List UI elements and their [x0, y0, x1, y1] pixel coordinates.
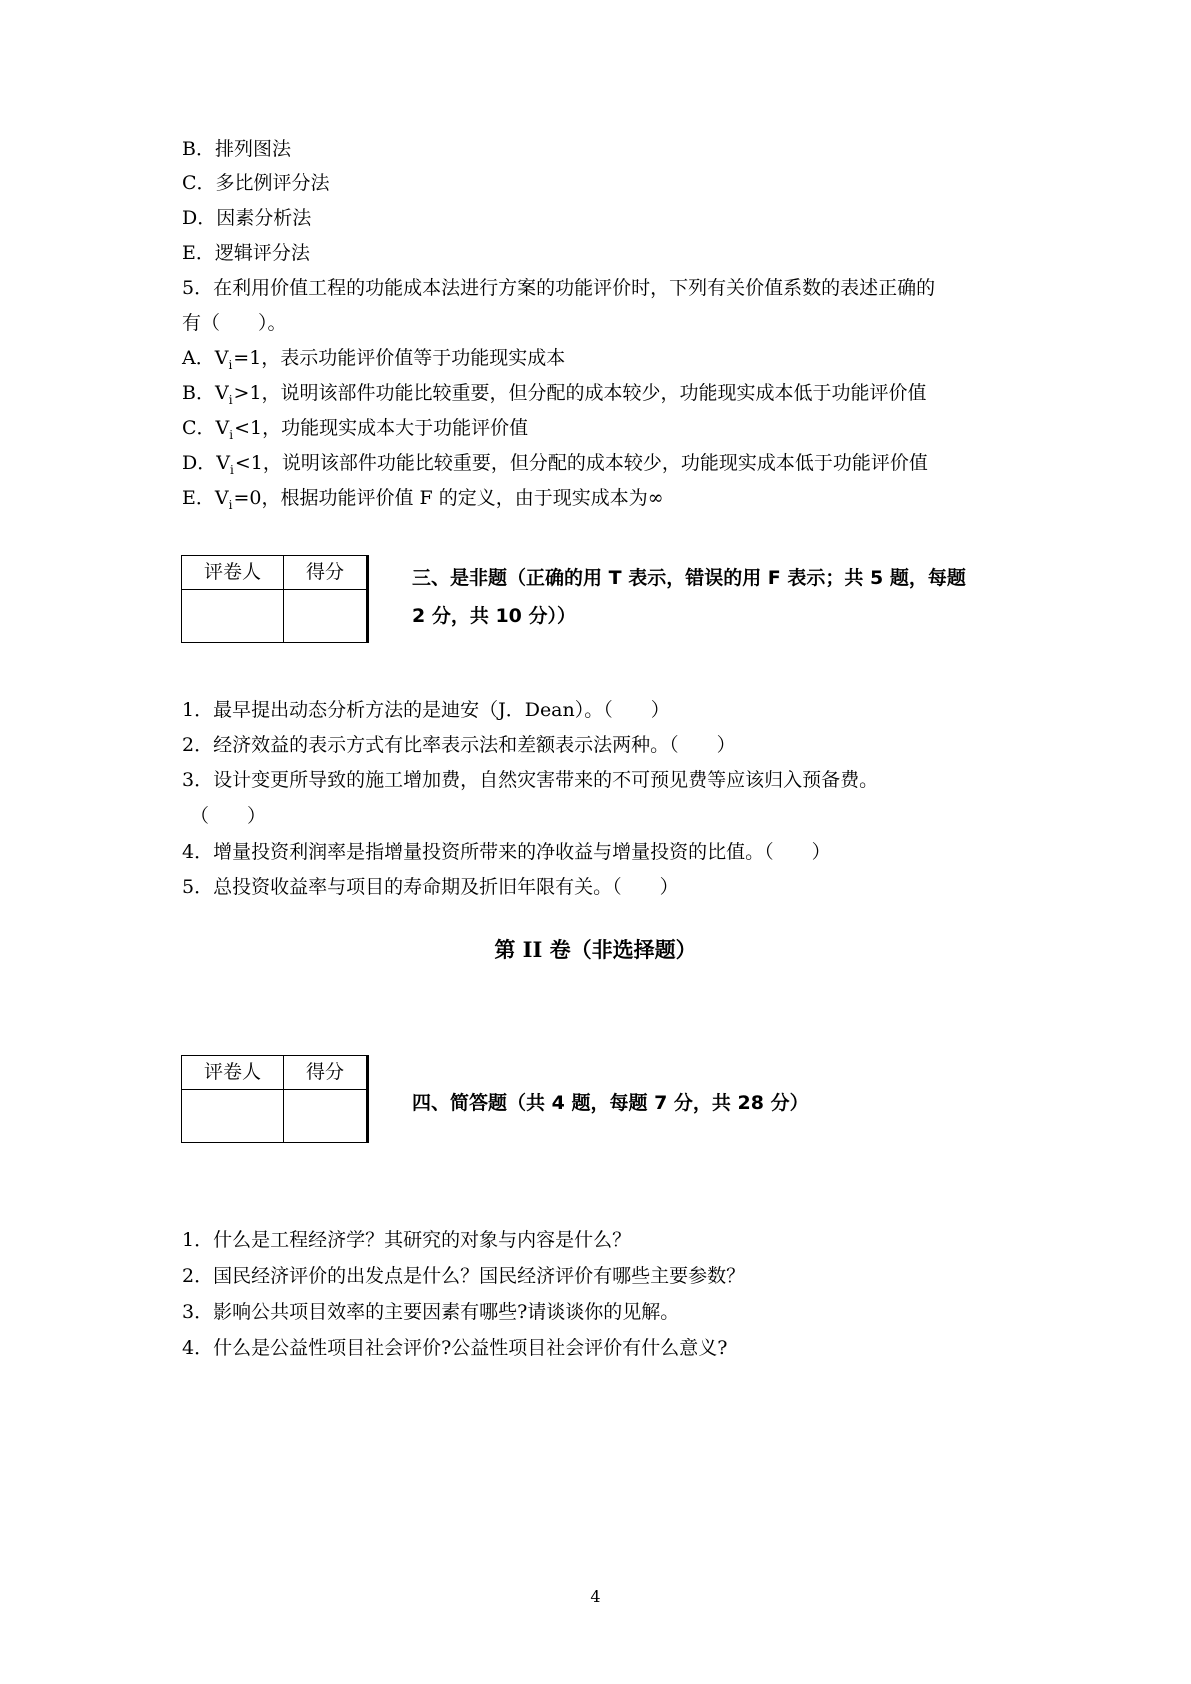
grader-field[interactable]	[182, 590, 284, 643]
section3-item-5: 5．总投资收益率与项目的寿命期及折旧年限有关。（ ）	[182, 876, 679, 898]
q4-option-d: D．因素分析法	[182, 207, 312, 229]
q4-option-e: E．逻辑评分法	[182, 242, 310, 264]
score-label: 得分	[284, 556, 368, 590]
section3-title-line2: 2 分，共 10 分））	[412, 605, 577, 627]
page-number: 4	[590, 1587, 601, 1606]
section4-item-3: 3．影响公共项目效率的主要因素有哪些?请谈谈你的见解。	[182, 1301, 680, 1323]
grader-label: 评卷人	[182, 556, 284, 590]
q5-option-d: D．$V_i<1$，说明该部件功能比较重要，但分配的成本较少，功能现实成本低于功能评价值	[182, 452, 928, 477]
section4-title: 四、简答题（共 4 题，每题 7 分，共 28 分）	[412, 1092, 809, 1114]
q5-option-c: C．$V_i<1$，功能现实成本大于功能评价值	[182, 417, 529, 442]
q5-option-e: E．$V_i=0$，根据功能评价值 F 的定义，由于现实成本为∞	[182, 487, 664, 512]
section4-item-4: 4．什么是公益性项目社会评价?公益性项目社会评价有什么意义?	[182, 1337, 728, 1359]
grader-field[interactable]	[182, 1090, 284, 1143]
q5-option-a: A．$V_i=1$，表示功能评价值等于功能现实成本	[182, 347, 566, 372]
score-label: 得分	[284, 1056, 368, 1090]
q5-stem-line1: 5．在利用价值工程的功能成本法进行方案的功能评价时，下列有关价值系数的表述正确的	[182, 277, 936, 299]
score-field[interactable]	[284, 1090, 368, 1143]
section4-item-1: 1．什么是工程经济学？其研究的对象与内容是什么？	[182, 1229, 632, 1251]
q5-option-b: B．$V_i>1$，说明该部件功能比较重要，但分配的成本较少，功能现实成本低于功能评价值	[182, 382, 927, 407]
part2-title: 第 II 卷（非选择题）	[494, 937, 697, 962]
section3-item-4: 4．增量投资利润率是指增量投资所带来的净收益与增量投资的比值。（ ）	[182, 841, 831, 863]
q4-option-c: C．多比例评分法	[182, 172, 330, 194]
score-box-section3	[181, 555, 369, 643]
score-box-section4	[181, 1055, 369, 1143]
section4-item-2: 2．国民经济评价的出发点是什么？国民经济评价有哪些主要参数？	[182, 1265, 746, 1287]
section3-item-3-answer: （ ）	[190, 805, 267, 827]
section3-item-3: 3．设计变更所导致的施工增加费，自然灾害带来的不可预见费等应该归入预备费。	[182, 769, 879, 791]
section3-item-2: 2．经济效益的表示方式有比率表示法和差额表示法两种。（ ）	[182, 734, 736, 756]
grader-label: 评卷人	[182, 1056, 284, 1090]
q4-option-b: B．排列图法	[182, 138, 291, 160]
section3-title-line1: 三、是非题（正确的用 T 表示，错误的用 F 表示；共 5 题，每题	[412, 567, 966, 589]
score-field[interactable]	[284, 590, 368, 643]
q5-stem-line2: 有（ ）。	[182, 312, 287, 334]
section3-item-1: 1．最早提出动态分析方法的是迪安（J．Dean）。（ ）	[182, 699, 670, 721]
